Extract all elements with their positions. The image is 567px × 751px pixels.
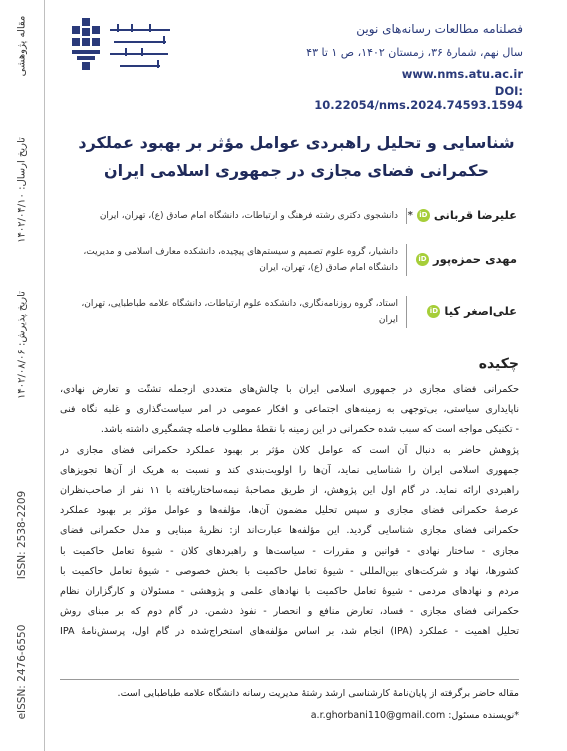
- accepted-date: تاریخ پذیرش: ۱۴۰۲/۰۸/۰۶: [16, 291, 28, 399]
- university-logo: [70, 16, 180, 74]
- abstract-line: حکمرانی فضای مجازی شناسایی گردید. این مؤلفه‌ها عبارت‌اند از: نظریهٔ مبنایی و مدل حکمرانی فضای: [60, 525, 519, 537]
- abstract-line: حکمرانی فضای مجازی در جمهوری اسلامی ایران با چالش‌های متعددی ازجمله تشتّت و تعارض نهادی،: [60, 384, 519, 395]
- author-row: [60, 208, 517, 224]
- issue-info: سال نهم، شمارهٔ ۳۶، زمستان ۱۴۰۲، ص ۱ تا ۴۳: [306, 46, 523, 59]
- author-affiliation: [60, 244, 407, 276]
- author-affiliation: [60, 296, 407, 328]
- eissn-label: eISSN: 2476-6550: [16, 624, 28, 720]
- abstract-line: تحلیل اهمیت - عملکرد (IPA) انجام شد، بر اساس مؤلفه‌های استخراج‌شده در گام اول، پرسش‌نامهٔ IPA: [60, 626, 519, 638]
- abstract-line: راهبردی ارائه نماید. در گام اول این پژوهش، از طریق مصاحبهٔ نیمه‌ساختاریافته با ۱۱ نفر از صاحب‌نظران: [60, 484, 519, 496]
- author-email[interactable]: a.r.ghorbani110@gmail.com: [310, 710, 446, 721]
- article-title: [70, 132, 523, 188]
- author-row: [60, 244, 517, 276]
- abstract-line: کشورها، نهاد و شرکت‌های بین‌المللی - شیوهٔ تعامل حاکمیت با بخش خصوصی - شیوهٔ تعامل حاکمیت با: [60, 565, 519, 577]
- author-name-text: مهدی حمزه‌پور: [433, 252, 517, 266]
- affiliation-line: دانشجوی دکتری رشته فرهنگ و ارتباطات، دانشگاه امام صادق (ع)، تهران، ایران: [99, 211, 398, 221]
- journal-header: [283, 22, 523, 112]
- author-name: [407, 244, 517, 266]
- received-date: تاریخ ارسال: ۱۴۰۲/۰۴/۱۰: [16, 137, 28, 243]
- journal-url[interactable]: www.nms.atu.ac.ir: [401, 67, 523, 81]
- corresponding-star: *: [407, 209, 413, 221]
- title-line-1: شناسایی و تحلیل راهبردی عوامل مؤثر بر بهبود عملکرد: [78, 133, 515, 152]
- abstract-line: - تکنیکی مواجه است که سبب شده حکمرانی در این زمینه با نقطهٔ مطلوب فاصله چشمگیری داشته باشد.: [100, 424, 519, 436]
- issn-label: ISSN: 2538-2209: [16, 490, 28, 580]
- author-name: [407, 296, 517, 318]
- affiliation-line: استاد، گروه روزنامه‌نگاری، دانشکده علوم ارتباطات، دانشگاه علامه طباطبایی، تهران،: [81, 299, 398, 309]
- journal-title: فصلنامه مطالعات رسانه‌های نوین: [356, 22, 523, 36]
- orcid-icon[interactable]: iD: [416, 253, 429, 266]
- author-name-text: علیرضا قربانی: [433, 208, 517, 222]
- affiliation-line: دانشگاه امام صادق (ع)، تهران، ایران: [259, 263, 398, 273]
- abstract-line: عرصهٔ حکمرانی فضای مجازی و سپس تحلیل مضمون آن‌ها، مؤلفه‌ها و عوامل مؤثر بر بهبود عملکرد: [60, 505, 519, 517]
- corresponding-author-footnote: [60, 710, 519, 721]
- left-sidebar: [0, 0, 45, 751]
- title-line-2: حکمرانی فضای مجازی در جمهوری اسلامی ایران: [103, 161, 490, 180]
- abstract-line: مردم و نهادهای مردمی - شیوهٔ تعامل حاکمیت با نهادهای علمی و پژوهشی - مسئولان و کارگزاران نظام: [60, 585, 519, 597]
- abstract-body: [60, 380, 519, 642]
- orcid-icon[interactable]: iD: [427, 305, 440, 318]
- abstract-heading: چکیده: [478, 356, 519, 372]
- author-affiliation: [60, 208, 407, 224]
- author-row: [60, 296, 517, 328]
- doi-link[interactable]: DOI: 10.22054/nms.2024.74593.1594: [314, 84, 523, 112]
- abstract-line: پژوهش حاضر به دنبال آن است که عوامل کلان مؤثر بر بهبود عملکرد حکمرانی فضای مجازی در: [60, 444, 519, 456]
- affiliation-line: دانشیار، گروه علوم تصمیم و سیستم‌های پیچیده، دانشکده معارف اسلامی و مدیریت،: [83, 247, 398, 257]
- corresponding-label: *نویسنده مسئول:: [448, 710, 519, 721]
- affiliation-line: ایران: [378, 315, 398, 325]
- author-name: [407, 208, 517, 222]
- orcid-icon[interactable]: iD: [417, 209, 430, 222]
- article-type-label: مقاله پژوهشی: [16, 15, 28, 77]
- abstract-line: مجازی - ساختار نهادی - قوانین و مقررات - سیاست‌ها و راهبردهای کلان - شیوهٔ تعامل حاکمیت با: [60, 545, 519, 557]
- abstract-line: ناپایداری سیاستی، بی‌توجهی به زمینه‌های اجتماعی و افکار عمومی در امر سیاست‌گذاری و غلبه نگاه فنی: [60, 404, 519, 416]
- abstract-line: حکمرانی فضای مجازی - فساد، تعارض منافع و انحصار - نفوذ دشمن. در گام دوم که بر مبنای روش: [60, 606, 519, 618]
- footnote-divider: [60, 679, 519, 680]
- thesis-footnote: مقاله حاضر برگرفته از پایان‌نامهٔ کارشناسی ارشد رشتهٔ مدیریت رسانه دانشگاه علامه طباطبایی است.: [117, 688, 519, 699]
- author-name-text: علی‌اصغر کیا: [444, 304, 517, 318]
- logo-text: دانشگاه علامه طباطبائی: [140, 28, 151, 29]
- abstract-line: جمهوری اسلامی ایران را شناسایی نماید، آن‌ها را اولویت‌بندی کند و نسبت به هریک از آن‌ها تجویزهای: [60, 464, 519, 476]
